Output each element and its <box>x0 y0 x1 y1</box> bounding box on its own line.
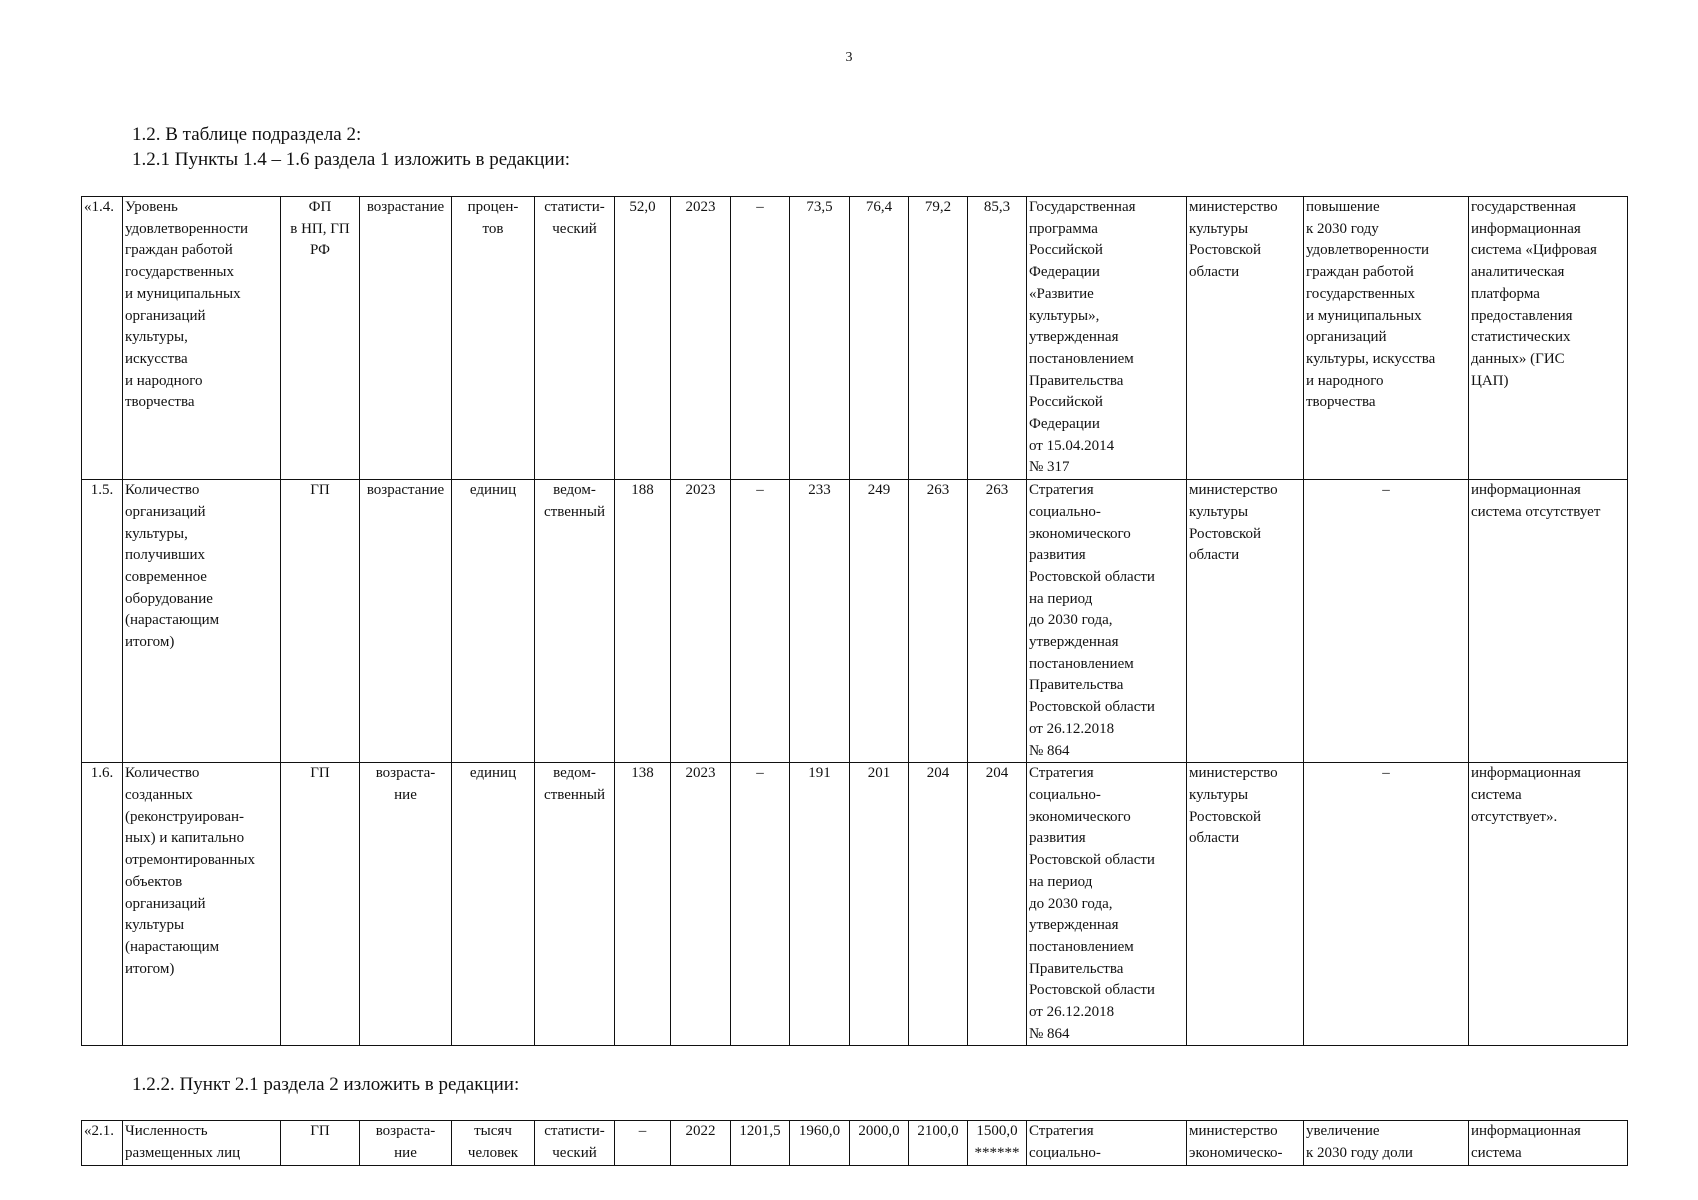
responsible-body: министерство культуры Ростовской области <box>1187 763 1304 1046</box>
goal-link: повышение к 2030 году удовлетворенности граждан работой государственных и муниципальных организаций культуры, искусства и народного творчества <box>1304 197 1469 480</box>
row-number: 1.6. <box>82 763 123 1046</box>
table-row <box>82 480 1628 763</box>
unit: единиц <box>452 763 535 1046</box>
unit: единиц <box>452 480 535 763</box>
page-number: 3 <box>845 50 853 65</box>
value-year-4: 79,2 <box>909 197 968 480</box>
value-year-3: 76,4 <box>850 197 909 480</box>
value-year-3: 201 <box>850 763 909 1046</box>
source-document: Стратегия социально- экономического развития Ростовской области на период до 2030 года, утвержденная постановлением Правительства Ростовской области от 26.12.2018 № 864 <box>1027 763 1187 1046</box>
value-year-5: 204 <box>968 763 1027 1046</box>
indicator-level: ГП <box>281 763 360 1046</box>
indicators-table <box>81 196 1628 1046</box>
base-value: 138 <box>615 763 671 1046</box>
goal-link: увеличение к 2030 году доли <box>1304 1121 1469 1166</box>
information-system: информационная система отсутствует». <box>1469 763 1628 1046</box>
base-value: 52,0 <box>615 197 671 480</box>
heading-section-1-2: 1.2. В таблице подраздела 2: <box>132 124 362 145</box>
responsible-body: министерство культуры Ростовской области <box>1187 197 1304 480</box>
value-year-2: 73,5 <box>790 197 850 480</box>
value-year-4: 263 <box>909 480 968 763</box>
value-year-5: 1500,0 ****** <box>968 1121 1027 1166</box>
base-year: 2023 <box>671 197 731 480</box>
row-number: «2.1. <box>82 1121 123 1166</box>
table-row <box>82 197 1628 480</box>
base-value: – <box>615 1121 671 1166</box>
source-document: Стратегия социально- экономического развития Ростовской области на период до 2030 года, утвержденная постановлением Правительства Ростовской области от 26.12.2018 № 864 <box>1027 480 1187 763</box>
indicator-name: Уровень удовлетворенности граждан работой государственных и муниципальных организаций культуры, искусства и народного творчества <box>123 197 281 480</box>
trend: возрастание <box>360 480 452 763</box>
base-year: 2023 <box>671 763 731 1046</box>
indicator-level: ФП в НП, ГП РФ <box>281 197 360 480</box>
indicator-name: Количество созданных (реконструирован- ных) и капитально отремонтированных объектов организаций культуры (нарастающим итогом) <box>123 763 281 1046</box>
trend: возрастание <box>360 197 452 480</box>
row-number: «1.4. <box>82 197 123 480</box>
unit: процен- тов <box>452 197 535 480</box>
trend: возраста- ние <box>360 1121 452 1166</box>
goal-link: – <box>1304 763 1469 1046</box>
indicator-kind: статисти- ческий <box>535 197 615 480</box>
value-year-1: 1201,5 <box>731 1121 790 1166</box>
indicators-table-section-2 <box>81 1120 1628 1166</box>
source-document: Государственная программа Российской Федерации «Развитие культуры», утвержденная постановлением Правительства Российской Федерации от 15.04.2014 № 317 <box>1027 197 1187 480</box>
value-year-3: 249 <box>850 480 909 763</box>
indicator-kind: статисти- ческий <box>535 1121 615 1166</box>
indicator-name: Количество организаций культуры, получивших современное оборудование (нарастающим итогом) <box>123 480 281 763</box>
table-row <box>82 763 1628 1046</box>
value-year-2: 191 <box>790 763 850 1046</box>
goal-link: – <box>1304 480 1469 763</box>
indicator-kind: ведом- ственный <box>535 480 615 763</box>
responsible-body: министерство культуры Ростовской области <box>1187 480 1304 763</box>
table-row <box>82 1121 1628 1166</box>
base-value: 188 <box>615 480 671 763</box>
heading-section-1-2-2: 1.2.2. Пункт 2.1 раздела 2 изложить в редакции: <box>132 1074 520 1095</box>
indicator-level: ГП <box>281 1121 360 1166</box>
base-year: 2022 <box>671 1121 731 1166</box>
value-year-4: 2100,0 <box>909 1121 968 1166</box>
row-number: 1.5. <box>82 480 123 763</box>
value-year-2: 233 <box>790 480 850 763</box>
indicator-level: ГП <box>281 480 360 763</box>
value-year-4: 204 <box>909 763 968 1046</box>
value-year-1: – <box>731 480 790 763</box>
value-year-5: 263 <box>968 480 1027 763</box>
source-document: Стратегия социально- <box>1027 1121 1187 1166</box>
base-year: 2023 <box>671 480 731 763</box>
unit: тысяч человек <box>452 1121 535 1166</box>
information-system: информационная система отсутствует <box>1469 480 1628 763</box>
value-year-5: 85,3 <box>968 197 1027 480</box>
trend: возраста- ние <box>360 763 452 1046</box>
information-system: государственная информационная система «Цифровая аналитическая платформа предоставления статистических данных» (ГИС ЦАП) <box>1469 197 1628 480</box>
value-year-2: 1960,0 <box>790 1121 850 1166</box>
value-year-3: 2000,0 <box>850 1121 909 1166</box>
heading-section-1-2-1: 1.2.1 Пункты 1.4 – 1.6 раздела 1 изложить в редакции: <box>132 149 571 170</box>
responsible-body: министерство экономическо- <box>1187 1121 1304 1166</box>
indicator-kind: ведом- ственный <box>535 763 615 1046</box>
information-system: информационная система <box>1469 1121 1628 1166</box>
value-year-1: – <box>731 197 790 480</box>
indicator-name: Численность размещенных лиц <box>123 1121 281 1166</box>
value-year-1: – <box>731 763 790 1046</box>
